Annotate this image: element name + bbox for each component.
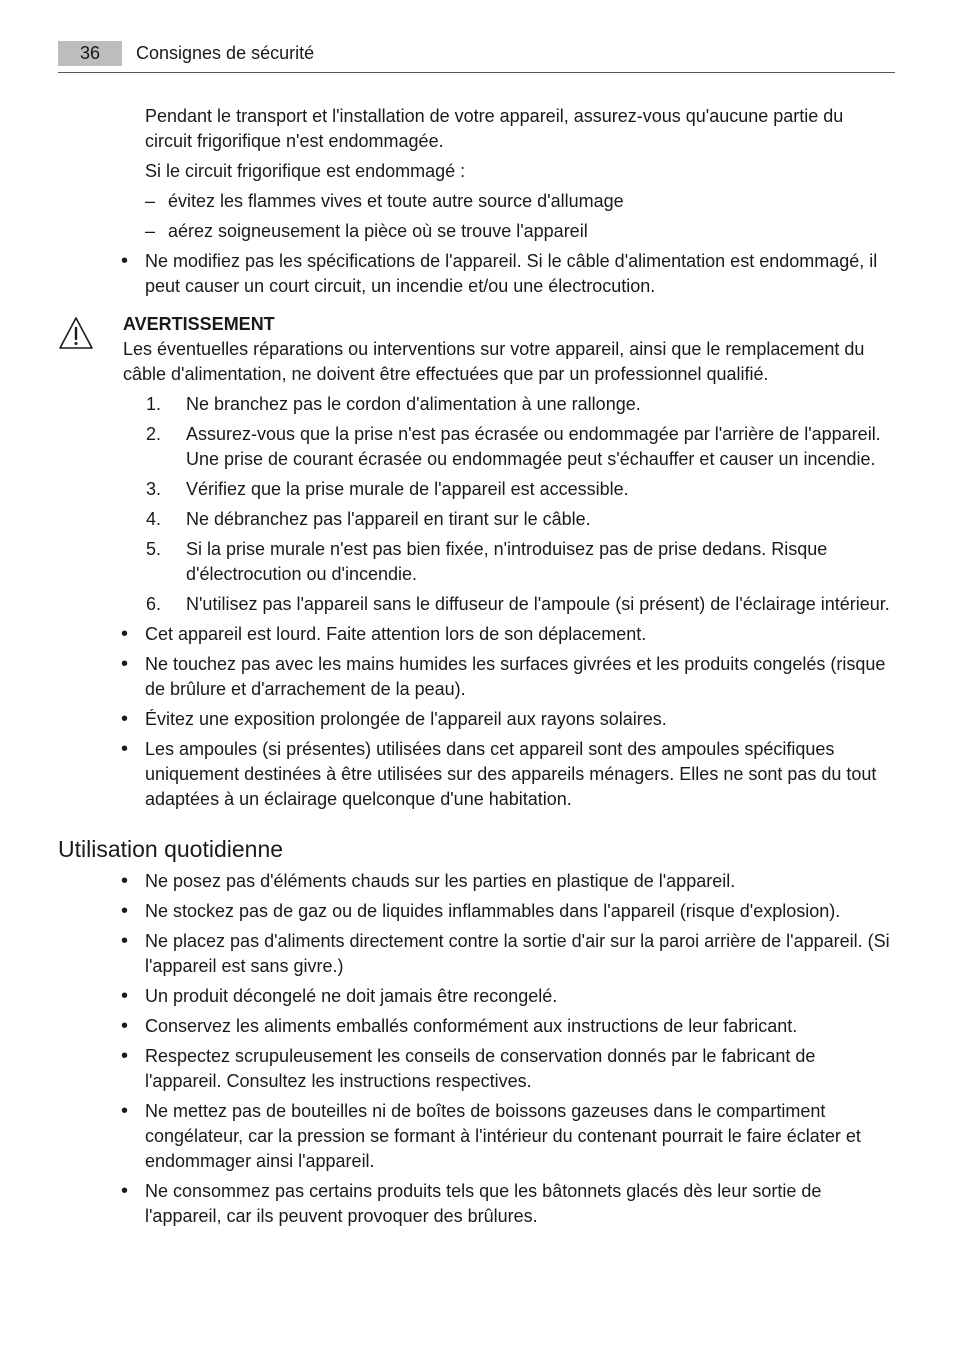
item-text: Ne branchez pas le cordon d'alimentation à une rallonge. — [186, 394, 641, 414]
list-item: • Les ampoules (si présentes) utilisées dans cet appareil sont des ampoules spécifiques uniquement destinées à être utilisées sur des appareils ménagers. Elles ne sont pas du tout adaptées à un éclairage quelconque d'une habitation. — [58, 737, 895, 812]
bullet-list — [58, 869, 895, 1229]
bullet-list — [58, 622, 895, 812]
item-text: N'utilisez pas l'appareil sans le diffuseur de l'ampoule (si présent) de l'éclairage intérieur. — [186, 594, 890, 614]
list-item: • Respectez scrupuleusement les conseils de conservation donnés par le fabricant de l'appareil. Consultez les instructions respectives. — [58, 1044, 895, 1094]
item-number: 5. — [146, 539, 162, 559]
list-item — [58, 422, 895, 472]
item-number: 2. — [146, 424, 162, 444]
item-number: 4. — [146, 509, 162, 529]
list-item — [58, 392, 895, 417]
list-item: • Ne consommez pas certains produits tels que les bâtonnets glacés dès leur sortie de l'appareil, car ils peuvent provoquer des brûlures. — [58, 1179, 895, 1229]
item-text: Ne débranchez pas l'appareil en tirant sur le câble. — [186, 509, 591, 529]
list-item: • Ne placez pas d'aliments directement contre la sortie d'air sur la paroi arrière de l'appareil. (Si l'appareil est sans givre.) — [58, 929, 895, 979]
list-item — [58, 537, 895, 587]
list-item: • Un produit décongelé ne doit jamais être recongelé. — [58, 984, 895, 1009]
list-item: – évitez les flammes vives et toute autre source d'allumage — [58, 189, 895, 214]
warning-title: AVERTISSEMENT — [123, 314, 275, 334]
page-content — [58, 104, 895, 1229]
page-header — [58, 38, 895, 73]
bullet-list — [58, 249, 895, 299]
section-heading: Utilisation quotidienne — [58, 836, 284, 862]
item-text: Assurez-vous que la prise n'est pas écrasée ou endommagée par l'arrière de l'appareil. Une prise de courant écrasée ou endommagée peut s'échauffer et causer un incendie. — [186, 424, 881, 469]
list-item — [58, 507, 895, 532]
header-title: Consignes de sécurité — [136, 43, 315, 63]
dash-list — [58, 189, 895, 244]
item-number: 1. — [146, 394, 162, 414]
intro-paragraph: Pendant le transport et l'installation de votre appareil, assurez-vous qu'aucune partie du circuit frigorifique n'est endommagée. — [145, 106, 844, 151]
list-item: • Cet appareil est lourd. Faite attention lors de son déplacement. — [58, 622, 895, 647]
list-item: • Ne touchez pas avec les mains humides les surfaces givrées et les produits congelés (risque de brûlure et d'arrachement de la peau). — [58, 652, 895, 702]
warning-triangle-icon — [58, 316, 94, 350]
warning-text: Les éventuelles réparations ou interventions sur votre appareil, ainsi que le remplacement du câble d'alimentation, ne doivent être effectuées que par un professionnel qualifié. — [123, 339, 865, 384]
list-item — [58, 477, 895, 502]
list-item: – aérez soigneusement la pièce où se trouve l'appareil — [58, 219, 895, 244]
list-item: • Ne posez pas d'éléments chauds sur les parties en plastique de l'appareil. — [58, 869, 895, 894]
list-item: • Ne mettez pas de bouteilles ni de boîtes de boissons gazeuses dans le compartiment congélateur, car la pression se formant à l'intérieur du contenant pourrait le faire éclater et endommager ainsi l'appareil. — [58, 1099, 895, 1174]
numbered-list — [58, 392, 895, 617]
item-number: 3. — [146, 479, 162, 499]
page-number: 36 — [58, 41, 122, 66]
list-item: • Évitez une exposition prolongée de l'appareil aux rayons solaires. — [58, 707, 895, 732]
list-item — [58, 592, 895, 617]
intro-paragraph: Si le circuit frigorifique est endommagé : — [145, 161, 466, 181]
list-item: • Ne modifiez pas les spécifications de l'appareil. Si le câble d'alimentation est endommagé, il peut causer un court circuit, un incendie et/ou une électrocution. — [58, 249, 895, 299]
item-text: Si la prise murale n'est pas bien fixée, n'introduisez pas de prise dedans. Risque d'électrocution ou d'incendie. — [186, 539, 828, 584]
list-item: • Conservez les aliments emballés conformément aux instructions de leur fabricant. — [58, 1014, 895, 1039]
warning-box — [58, 312, 895, 387]
list-item: • Ne stockez pas de gaz ou de liquides inflammables dans l'appareil (risque d'explosion). — [58, 899, 895, 924]
item-number: 6. — [146, 594, 162, 614]
item-text: Vérifiez que la prise murale de l'appareil est accessible. — [186, 479, 629, 499]
